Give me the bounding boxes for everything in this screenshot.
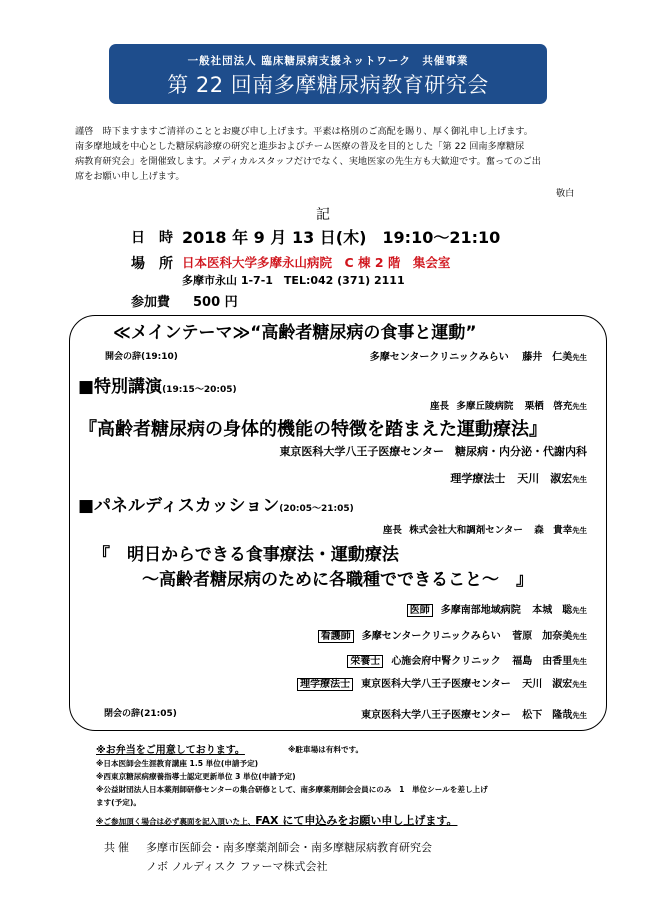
venue-name: 日本医科大学多摩永山病院 C 棟 2 階 集会室 xyxy=(182,255,451,270)
panel-title-line-1: 『 明日からできる食事療法・運動療法 xyxy=(93,545,399,565)
page-title: 第 22 回南多摩糖尿病教育研究会 xyxy=(167,73,489,97)
header-banner xyxy=(109,44,547,104)
panelist-org: 東京医科大学八王子医療センター xyxy=(361,679,511,690)
closing-speaker xyxy=(361,706,587,721)
note-parking: ※駐車場は有料です。 xyxy=(288,745,364,754)
special-chair xyxy=(430,398,587,412)
venue-label: 場 所 xyxy=(131,256,173,272)
panelist-role: 栄養士 xyxy=(347,655,383,668)
honorific: 先生 xyxy=(572,632,587,641)
opening-speaker xyxy=(370,348,587,363)
intro-line-1: 謹啓 時下ますますご清祥のこととお慶び申し上げます。平素は格別のご高配を賜り、厚く御礼申し上げます。 xyxy=(75,126,533,137)
opening-org: 多摩センタークリニックみらい xyxy=(369,352,509,363)
note-3b: ます(予定)。 xyxy=(96,798,141,807)
special-speaker-org: 東京医科大学八王子医療センター 糖尿病・内分泌・代謝内科 xyxy=(279,445,587,458)
panelist-name: 本城 聡 xyxy=(532,605,573,616)
panel-discussion-heading xyxy=(78,491,354,516)
note-fax xyxy=(96,812,457,828)
fee-value: 500 円 xyxy=(193,295,238,310)
honorific: 先生 xyxy=(572,402,587,411)
honorific: 先生 xyxy=(572,475,587,484)
panel-time: (20:05〜21:05) xyxy=(279,504,354,514)
opening-label: 開会の辞(19:10) xyxy=(105,352,178,362)
sponsors-line-1: 多摩市医師会・南多摩薬剤師会・南多摩糖尿病教育研究会 xyxy=(146,841,432,854)
note-3a: ※公益財団法人日本薬剤師研修センターの集合研修として、南多摩薬剤師会会員にのみ 1 単位シールを差し上げ xyxy=(96,785,488,794)
date-label: 日 時 xyxy=(131,230,173,246)
special-speaker xyxy=(450,470,587,486)
special-speaker-role: 理学療法士 xyxy=(450,472,506,485)
special-chair-label: 座長 xyxy=(430,401,450,412)
closing-label: 閉会の辞(21:05) xyxy=(104,709,177,719)
panelist-row xyxy=(318,627,587,642)
panelist-name: 天川 淑宏 xyxy=(522,679,573,690)
panelist-row xyxy=(407,601,587,616)
intro-closing: 敬白 xyxy=(556,188,575,199)
closing-name: 松下 隆哉 xyxy=(522,710,573,721)
fee-label: 参加費 xyxy=(131,295,171,310)
intro-line-4: 席をお願い申し上げます。 xyxy=(75,171,185,182)
honorific: 先生 xyxy=(572,526,587,535)
note-bento: ※お弁当をご用意しております。 xyxy=(96,745,245,756)
note-fax-pre: ※ご参加頂く場合は必ず裏面を記入頂いた上、 xyxy=(96,817,256,826)
special-chair-org: 多摩丘陵病院 xyxy=(456,401,514,412)
panelist-role: 理学療法士 xyxy=(297,678,353,691)
intro-line-3: 病教育研究会」を開催致します。メディカルスタッフだけでなく、実地医家の先生方も大歓迎です。奮ってのご出 xyxy=(75,156,541,167)
panelist-name: 菅原 加奈美 xyxy=(512,631,573,642)
closing-org: 東京医科大学八王子医療センター xyxy=(361,710,511,721)
special-speaker-name: 天川 淑宏 xyxy=(517,472,573,485)
panel-chair xyxy=(383,522,587,536)
special-heading: ■特別講演 xyxy=(78,377,163,397)
special-time: (19:15〜20:05) xyxy=(162,385,237,395)
venue-address: 多摩市永山 1-7-1 TEL:042 (371) 2111 xyxy=(182,274,405,287)
honorific: 先生 xyxy=(572,606,587,615)
honorific: 先生 xyxy=(572,657,587,666)
honorific: 先生 xyxy=(572,353,587,362)
panel-title-line-2: 〜高齢者糖尿病のために各職種でできること〜 』 xyxy=(142,570,533,590)
intro-line-2: 南多摩地域を中心とした糖尿病診療の研究と進歩およびチーム医療の普及を目的とした「第 22 回南多摩糖尿 xyxy=(75,141,525,152)
special-chair-name: 栗栖 啓充 xyxy=(524,401,573,412)
panelist-row xyxy=(297,675,587,690)
panel-heading: ■パネルディスカッション xyxy=(78,496,280,516)
panelist-role: 医師 xyxy=(407,604,433,617)
honorific: 先生 xyxy=(572,711,587,720)
note-1: ※日本医師会生涯教育講座 1.5 単位(申請予定) xyxy=(96,759,259,768)
panelist-name: 福島 由香里 xyxy=(512,656,573,667)
opening-name: 藤井 仁美 xyxy=(522,352,573,363)
panel-chair-label: 座長 xyxy=(382,525,402,536)
panelist-org: 多摩センタークリニックみらい xyxy=(361,631,501,642)
panelist-org: 多摩南部地域病院 xyxy=(440,605,521,616)
header-subtitle: 一般社団法人 臨床糖尿病支援ネットワーク 共催事業 xyxy=(187,55,469,67)
panelist-role: 看護師 xyxy=(318,630,354,643)
note-2: ※西東京糖尿病療養指導士認定更新単位 3 単位(申請予定) xyxy=(96,772,296,781)
special-lecture-title: 『高齢者糖尿病の身体的機能の特徴を踏まえた運動療法』 xyxy=(79,419,547,440)
panel-chair-name: 森 貴幸 xyxy=(534,525,573,536)
ki-heading: 記 xyxy=(316,207,330,223)
honorific: 先生 xyxy=(572,680,587,689)
sponsors-label: 共催 xyxy=(104,841,132,854)
sponsors-line-2: ノボ ノルディスク ファーマ株式会社 xyxy=(146,860,328,873)
date-value: 2018 年 9 月 13 日(木) 19:10〜21:10 xyxy=(182,228,501,247)
panel-chair-org: 株式会社大和調剤センター xyxy=(409,525,523,536)
special-lecture-heading xyxy=(78,372,237,397)
main-theme: ≪メインテーマ≫“高齢者糖尿病の食事と運動” xyxy=(113,323,477,343)
panelist-org: 心施会府中腎クリニック xyxy=(391,656,501,667)
note-fax-main: FAX にて申込みをお願い申し上げます。 xyxy=(255,814,458,827)
panelist-row xyxy=(347,652,587,667)
